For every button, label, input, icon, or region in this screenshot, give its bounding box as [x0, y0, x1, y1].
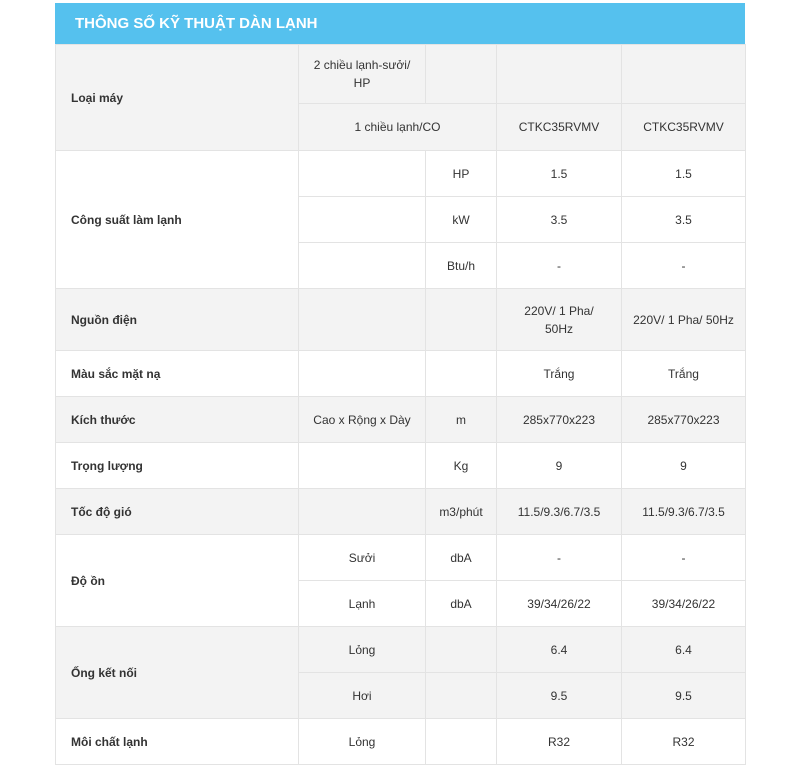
value-cell: 3.5	[622, 197, 746, 243]
value-cell: 11.5/9.3/6.7/3.5	[497, 489, 622, 535]
empty-cell	[426, 351, 497, 397]
value-cell: 1.5	[497, 151, 622, 197]
table-row	[56, 719, 746, 765]
empty-cell	[426, 289, 497, 351]
value-cell: -	[622, 535, 746, 581]
value-cell: -	[622, 243, 746, 289]
empty-cell	[497, 45, 622, 104]
machine-type-hp: 2 chiều lạnh-sưởi/ HP	[299, 45, 426, 104]
row-label-toc-do-gio: Tốc độ gió	[56, 489, 299, 535]
pipe-type-cell: Hơi	[299, 673, 426, 719]
value-cell: Trắng	[622, 351, 746, 397]
empty-cell	[426, 45, 497, 104]
mode-cell: Lạnh	[299, 581, 426, 627]
empty-cell	[299, 243, 426, 289]
unit-cell: kW	[426, 197, 497, 243]
value-cell: 9.5	[497, 673, 622, 719]
machine-type-co: 1 chiều lạnh/CO	[299, 104, 497, 151]
table-row	[56, 627, 746, 673]
table-row	[56, 151, 746, 197]
pipe-type-cell: Lỏng	[299, 627, 426, 673]
unit-cell: Kg	[426, 443, 497, 489]
empty-cell	[299, 151, 426, 197]
value-cell: R32	[622, 719, 746, 765]
empty-cell	[299, 489, 426, 535]
spec-table	[55, 44, 746, 765]
empty-cell	[426, 673, 497, 719]
row-label-ong-ket-noi: Ống kết nối	[56, 627, 299, 719]
value-cell: 9.5	[622, 673, 746, 719]
table-row	[56, 351, 746, 397]
table-row	[56, 397, 746, 443]
row-label-kich-thuoc: Kích thước	[56, 397, 299, 443]
unit-cell: m3/phút	[426, 489, 497, 535]
value-cell: 285x770x223	[622, 397, 746, 443]
table-row	[56, 289, 746, 351]
value-cell: 220V/ 1 Pha/ 50Hz	[497, 289, 622, 351]
value-cell: 220V/ 1 Pha/ 50Hz	[622, 289, 746, 351]
unit-cell: HP	[426, 151, 497, 197]
row-label-mau-sac: Màu sắc mặt nạ	[56, 351, 299, 397]
value-cell: Trắng	[497, 351, 622, 397]
model-2: CTKC35RVMV	[622, 104, 746, 151]
table-row	[56, 443, 746, 489]
empty-cell	[299, 197, 426, 243]
row-label-trong-luong: Trọng lượng	[56, 443, 299, 489]
empty-cell	[622, 45, 746, 104]
unit-cell: Btu/h	[426, 243, 497, 289]
value-cell: 11.5/9.3/6.7/3.5	[622, 489, 746, 535]
row-label-nguon-dien: Nguồn điện	[56, 289, 299, 351]
value-cell: 1.5	[622, 151, 746, 197]
table-row	[56, 535, 746, 581]
model-1: CTKC35RVMV	[497, 104, 622, 151]
row-label-loai-may: Loại máy	[56, 45, 299, 151]
value-cell: 6.4	[622, 627, 746, 673]
row-label-do-on: Độ ồn	[56, 535, 299, 627]
value-cell: -	[497, 243, 622, 289]
value-cell: 9	[497, 443, 622, 489]
empty-cell	[426, 627, 497, 673]
table-row	[56, 489, 746, 535]
value-cell: 6.4	[497, 627, 622, 673]
spec-header: THÔNG SỐ KỸ THUẬT DÀN LẠNH	[55, 3, 745, 44]
mode-cell: Sưởi	[299, 535, 426, 581]
unit-cell: m	[426, 397, 497, 443]
unit-cell: dbA	[426, 535, 497, 581]
refrigerant-type-cell: Lỏng	[299, 719, 426, 765]
empty-cell	[426, 719, 497, 765]
value-cell: 3.5	[497, 197, 622, 243]
unit-cell: dbA	[426, 581, 497, 627]
value-cell: 285x770x223	[497, 397, 622, 443]
value-cell: 9	[622, 443, 746, 489]
table-row	[56, 45, 746, 104]
spec-table-container	[55, 3, 745, 765]
row-label-moi-chat: Môi chất lạnh	[56, 719, 299, 765]
empty-cell	[299, 289, 426, 351]
row-label-cong-suat: Công suất làm lạnh	[56, 151, 299, 289]
desc-cell: Cao x Rộng x Dày	[299, 397, 426, 443]
value-cell: 39/34/26/22	[622, 581, 746, 627]
value-cell: -	[497, 535, 622, 581]
empty-cell	[299, 351, 426, 397]
value-cell: R32	[497, 719, 622, 765]
value-cell: 39/34/26/22	[497, 581, 622, 627]
empty-cell	[299, 443, 426, 489]
